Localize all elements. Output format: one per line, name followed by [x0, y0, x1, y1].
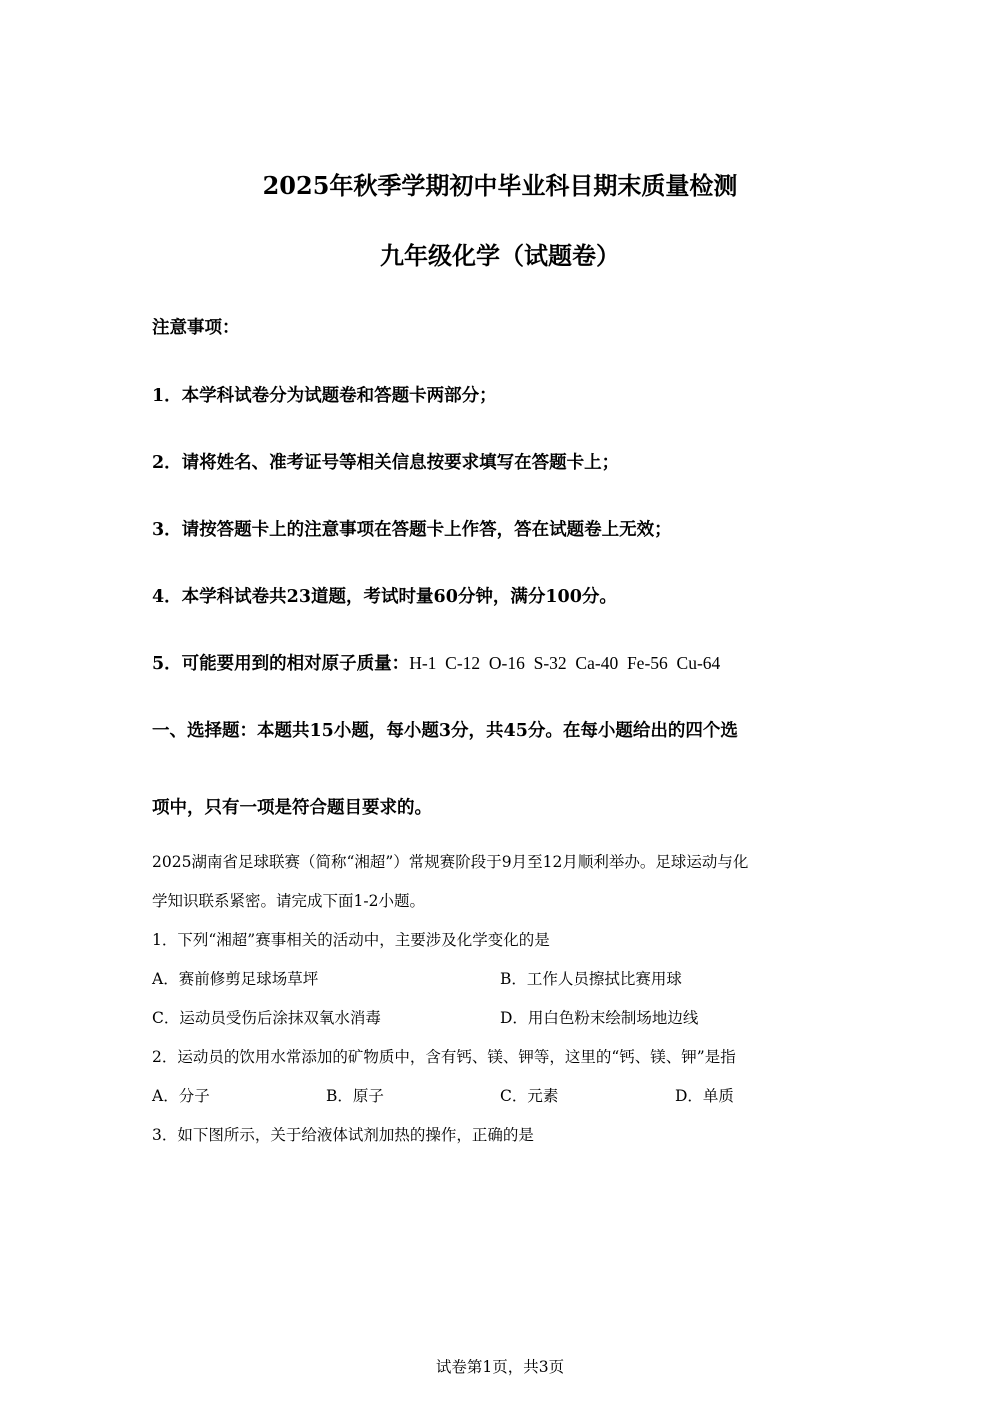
- question-1-option-c: C．运动员受伤后涂抹双氧水消毒: [152, 1009, 381, 1027]
- question-2-option-d: D．单质: [675, 1087, 734, 1105]
- question-2-option-b: B．原子: [326, 1087, 384, 1105]
- note-item-1: 1．本学科试卷分为试题卷和答题卡两部分；: [152, 386, 497, 406]
- section-1-line-2: 项中，只有一项是符合题目要求的。: [152, 798, 432, 818]
- note-item-2: 2．请将姓名、准考证号等相关信息按要求填写在答题卡上；: [152, 453, 620, 473]
- question-1-option-b: B．工作人员擦拭比赛用球: [500, 970, 682, 988]
- intro-line-1: 2025湖南省足球联赛（简称“湘超”）常规赛阶段于9月至12月顺利举办。足球运动与化: [152, 853, 749, 871]
- note-item-5-label: 5．可能要用到的相对原子质量：: [152, 654, 410, 674]
- exam-title: 2025年秋季学期初中毕业科目期末质量检测: [262, 171, 738, 200]
- notes-heading: 注意事项：: [152, 318, 240, 338]
- question-1-stem: 1．下列“湘超”赛事相关的活动中，主要涉及化学变化的是: [152, 931, 550, 949]
- atomic-mass-values: H-1 C-12 O-16 S-32 Ca-40 Fe-56 Cu-64: [409, 653, 721, 673]
- question-2-option-c: C．元素: [500, 1087, 559, 1105]
- question-2-option-a: A．分子: [152, 1087, 210, 1105]
- intro-line-2: 学知识联系紧密。请完成下面1-2小题。: [152, 892, 425, 910]
- note-item-3: 3．请按答题卡上的注意事项在答题卡上作答，答在试题卷上无效；: [152, 520, 672, 540]
- note-item-5: [152, 651, 720, 676]
- question-1-option-d: D．用白色粉末绘制场地边线: [500, 1009, 699, 1027]
- question-3-stem: 3．如下图所示，关于给液体试剂加热的操作，正确的是: [152, 1126, 534, 1144]
- page-footer: 试卷第1页，共3页: [435, 1358, 565, 1376]
- exam-subtitle: 九年级化学（试题卷）: [380, 241, 620, 270]
- section-1-line-1: 一、选择题：本题共15小题，每小题3分，共45分。在每小题给出的四个选: [152, 721, 738, 741]
- question-2-stem: 2．运动员的饮用水常添加的矿物质中，含有钙、镁、钾等，这里的“钙、镁、钾”是指: [152, 1048, 736, 1066]
- note-item-4: 4．本学科试卷共23道题，考试时量60分钟，满分100分。: [152, 587, 617, 607]
- question-1-option-a: A．赛前修剪足球场草坪: [152, 970, 319, 988]
